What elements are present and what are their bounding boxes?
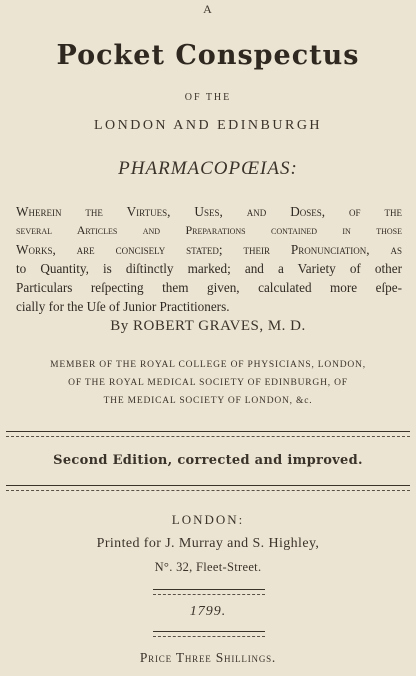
book-title: Pocket Conspectus [56, 40, 360, 71]
double-rule [6, 490, 410, 491]
ornamental-rule [153, 589, 265, 590]
description-line: ſeveral Articles and Preparations contained in thoſe [16, 223, 402, 237]
ornamental-rule [153, 594, 265, 595]
edition-line: Second Edition, corrected and improved. [53, 453, 363, 468]
price-line: Price Three Shillings. [139, 650, 277, 665]
pharmacopoeias-line: PHARMACOPŒIAS: [118, 158, 298, 179]
ornamental-rule [153, 636, 265, 637]
description-line: to Quantity, is diſtinctly marked; and a Variety of other [16, 261, 402, 276]
of-the-line: OF THE [184, 92, 232, 103]
affiliation-line: THE MEDICAL SOCIETY OF LONDON, &c. [103, 396, 313, 406]
double-rule [6, 431, 410, 432]
address-line: N°. 32, Fleet-Street. [154, 560, 262, 574]
description-line: Particulars reſpecting them given, calculated more eſpe- [16, 280, 402, 295]
places-line: LONDON AND EDINBURGH [93, 118, 323, 133]
description-line: Works, are conciſely ſtated; their Pronunciation, as [16, 242, 402, 257]
description-line: Wherein the Virtues, Uses, and Doses, of the [16, 204, 402, 219]
place-line: LONDON: [171, 512, 245, 527]
ornamental-rule [153, 631, 265, 632]
year-line: 1799. [189, 604, 227, 619]
affiliation-line: MEMBER OF THE ROYAL COLLEGE OF PHYSICIANS, LONDON, [50, 360, 366, 370]
author-line: By ROBERT GRAVES, M. D. [110, 318, 306, 334]
title-article: A [203, 2, 213, 16]
description-paragraph [16, 202, 402, 316]
description-line: cially for the Uſe of Junior Practitioners. [16, 299, 230, 314]
double-rule [6, 436, 410, 437]
affiliation-line: OF THE ROYAL MEDICAL SOCIETY OF EDINBURGH, OF [68, 378, 348, 388]
double-rule [6, 485, 410, 486]
printer-line: Printed for J. Murray and S. Highley, [96, 536, 320, 551]
